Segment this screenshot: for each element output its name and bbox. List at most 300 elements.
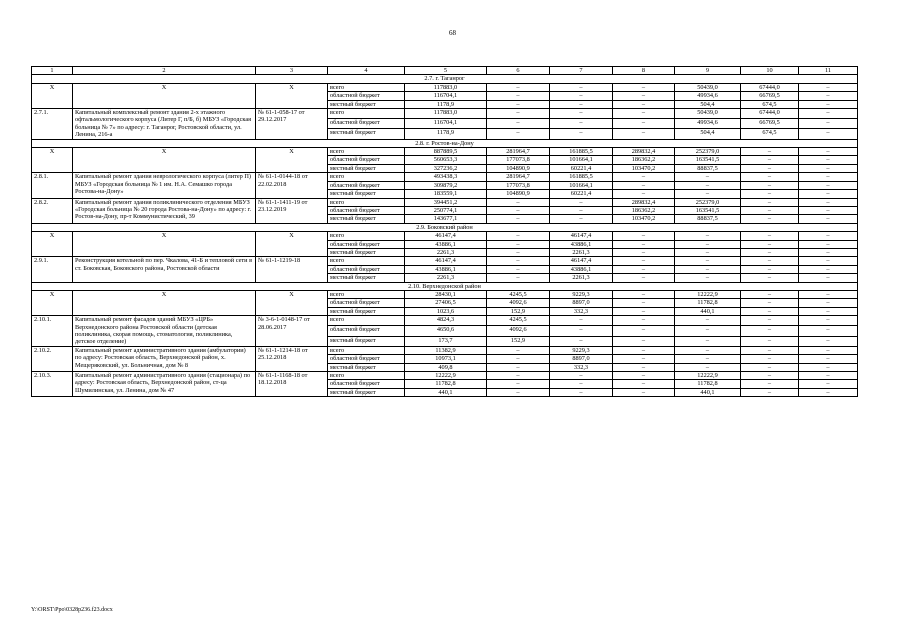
amount-cell: – <box>675 248 741 256</box>
funding-source-cell: областной бюджет <box>328 119 405 129</box>
amount-cell: 183559,1 <box>405 190 487 198</box>
funding-source-cell: местный бюджет <box>328 164 405 172</box>
amount-cell: – <box>550 380 613 388</box>
amount-cell: – <box>675 181 741 189</box>
amount-cell: 4245,5 <box>487 290 550 298</box>
amount-cell: 186362,2 <box>613 206 675 214</box>
funding-source-cell: местный бюджет <box>328 248 405 256</box>
column-number-cell: 7 <box>550 67 613 75</box>
amount-cell: 27406,5 <box>405 299 487 307</box>
table-row <box>32 316 858 326</box>
column-number-cell: 4 <box>328 67 405 75</box>
amount-cell: – <box>799 336 858 346</box>
amount-cell: 332,3 <box>550 363 613 371</box>
amount-cell: – <box>675 257 741 265</box>
amount-cell: – <box>675 346 741 354</box>
amount-cell: – <box>613 240 675 248</box>
section-row <box>32 75 858 83</box>
amount-cell: 1178,9 <box>405 129 487 139</box>
amount-cell: – <box>675 240 741 248</box>
amount-cell: 9229,3 <box>550 346 613 354</box>
amount-cell: – <box>799 326 858 336</box>
amount-cell: 504,4 <box>675 129 741 139</box>
amount-cell: 163541,5 <box>675 206 741 214</box>
funding-source-cell: местный бюджет <box>328 274 405 282</box>
section-title: 2.9. Боковский район <box>32 223 858 231</box>
amount-cell: – <box>675 232 741 240</box>
amount-cell: 394451,2 <box>405 198 487 206</box>
amount-cell: 163541,5 <box>675 156 741 164</box>
funding-source-cell: всего <box>328 316 405 326</box>
amount-cell: – <box>550 215 613 223</box>
amount-cell: – <box>741 265 799 273</box>
amount-cell: 252379,0 <box>675 148 741 156</box>
amount-cell: 101664,1 <box>550 181 613 189</box>
funding-source-cell: всего <box>328 109 405 119</box>
amount-cell: 103470,2 <box>613 215 675 223</box>
section-row <box>32 282 858 290</box>
amount-cell: – <box>799 190 858 198</box>
amount-cell: – <box>741 316 799 326</box>
amount-cell: 2261,3 <box>550 274 613 282</box>
amount-cell: – <box>799 355 858 363</box>
amount-cell: – <box>799 257 858 265</box>
item-number-cell: 2.10.3. <box>32 372 73 397</box>
document-number-cell: № 61-1-0144-18 от 22.02.2018 <box>256 173 328 198</box>
section-row <box>32 139 858 147</box>
amount-cell: 117883,0 <box>405 83 487 91</box>
amount-cell: 43886,1 <box>405 265 487 273</box>
funding-source-cell: местный бюджет <box>328 190 405 198</box>
table-row <box>32 83 858 91</box>
amount-cell: – <box>613 119 675 129</box>
amount-cell: – <box>550 316 613 326</box>
amount-cell: 4650,6 <box>405 326 487 336</box>
funding-source-cell: областной бюджет <box>328 92 405 100</box>
document-number-cell: X <box>256 148 328 173</box>
amount-cell: 12222,9 <box>675 372 741 380</box>
amount-cell: – <box>799 164 858 172</box>
amount-cell: 289832,4 <box>613 198 675 206</box>
amount-cell: 2261,3 <box>550 248 613 256</box>
funding-source-cell: местный бюджет <box>328 307 405 315</box>
amount-cell: – <box>799 83 858 91</box>
amount-cell: – <box>741 388 799 396</box>
amount-cell: 11782,8 <box>405 380 487 388</box>
amount-cell: 11782,8 <box>675 380 741 388</box>
amount-cell: – <box>799 156 858 164</box>
amount-cell: – <box>613 380 675 388</box>
table-row <box>32 290 858 298</box>
amount-cell: – <box>613 346 675 354</box>
amount-cell: – <box>550 119 613 129</box>
section-title: 2.7. г. Таганрог <box>32 75 858 83</box>
amount-cell: 60221,4 <box>550 164 613 172</box>
item-description-cell: X <box>73 148 256 173</box>
amount-cell: – <box>799 299 858 307</box>
amount-cell: – <box>741 380 799 388</box>
amount-cell: – <box>613 100 675 108</box>
amount-cell: – <box>487 83 550 91</box>
amount-cell: – <box>613 355 675 363</box>
amount-cell: – <box>613 372 675 380</box>
funding-source-cell: областной бюджет <box>328 206 405 214</box>
amount-cell: 43886,1 <box>550 265 613 273</box>
amount-cell: – <box>487 248 550 256</box>
amount-cell: 2261,3 <box>405 274 487 282</box>
amount-cell: 50439,0 <box>675 83 741 91</box>
budget-table-container <box>31 66 857 397</box>
amount-cell: – <box>487 215 550 223</box>
item-number-cell: X <box>32 232 73 257</box>
amount-cell: 289832,4 <box>613 148 675 156</box>
column-number-cell: 10 <box>741 67 799 75</box>
amount-cell: – <box>741 363 799 371</box>
amount-cell: 161885,5 <box>550 173 613 181</box>
amount-cell: – <box>741 290 799 298</box>
column-number-cell: 6 <box>487 67 550 75</box>
amount-cell: – <box>487 363 550 371</box>
item-description-cell: Капитальный ремонт административного здания (амбулатории) по адресу: Ростовская область, Верхнедонской район, х. Мещеряковский, ул. Больничная, дом № 8 <box>73 346 256 371</box>
amount-cell: – <box>550 100 613 108</box>
item-number-cell: 2.8.1. <box>32 173 73 198</box>
item-description-cell: Реконструкция котельной по пер. Чкалова, 41-Б и тепловой сети в ст. Боковская, Боковского района, Ростовской области <box>73 257 256 282</box>
amount-cell: 46147,4 <box>550 257 613 265</box>
amount-cell: – <box>487 240 550 248</box>
amount-cell: – <box>799 119 858 129</box>
funding-source-cell: областной бюджет <box>328 326 405 336</box>
amount-cell: – <box>741 148 799 156</box>
amount-cell: – <box>799 388 858 396</box>
table-row <box>32 109 858 119</box>
amount-cell: 152,9 <box>487 336 550 346</box>
table-row <box>32 198 858 206</box>
table-row <box>32 372 858 380</box>
column-number-cell: 3 <box>256 67 328 75</box>
amount-cell: 49934,6 <box>675 119 741 129</box>
item-number-cell: 2.10.1. <box>32 316 73 347</box>
amount-cell: – <box>613 307 675 315</box>
amount-cell: – <box>741 307 799 315</box>
amount-cell: 43886,1 <box>405 240 487 248</box>
amount-cell: – <box>799 198 858 206</box>
amount-cell: – <box>487 119 550 129</box>
funding-source-cell: всего <box>328 148 405 156</box>
amount-cell: – <box>613 299 675 307</box>
amount-cell: 49934,6 <box>675 92 741 100</box>
amount-cell: 60221,4 <box>550 190 613 198</box>
amount-cell: 560653,3 <box>405 156 487 164</box>
item-description-cell: Капитальный ремонт фасадов зданий МБУЗ «ЦРБ» Верхнедонского района Ростовской области (детская поликлиника, скорая помощь, стоматология, поликлиника, детское отделение) <box>73 316 256 347</box>
amount-cell: – <box>487 257 550 265</box>
funding-source-cell: всего <box>328 198 405 206</box>
amount-cell: 88837,5 <box>675 215 741 223</box>
amount-cell: 104890,9 <box>487 190 550 198</box>
amount-cell: – <box>799 346 858 354</box>
item-number-cell: 2.10.2. <box>32 346 73 371</box>
amount-cell: – <box>613 257 675 265</box>
amount-cell: – <box>613 316 675 326</box>
amount-cell: – <box>487 388 550 396</box>
amount-cell: – <box>487 346 550 354</box>
amount-cell: 440,1 <box>675 388 741 396</box>
amount-cell: – <box>550 388 613 396</box>
amount-cell: – <box>799 129 858 139</box>
amount-cell: 8897,0 <box>550 355 613 363</box>
amount-cell: – <box>613 388 675 396</box>
amount-cell: 12222,9 <box>405 372 487 380</box>
amount-cell: 173,7 <box>405 336 487 346</box>
amount-cell: – <box>613 83 675 91</box>
funding-source-cell: областной бюджет <box>328 380 405 388</box>
amount-cell: – <box>799 181 858 189</box>
amount-cell: 674,5 <box>741 100 799 108</box>
document-number-cell: № 61-1-1411-19 от 23.12.2019 <box>256 198 328 223</box>
document-number-cell: № 61-1-058-17 от 29.12.2017 <box>256 109 328 140</box>
amount-cell: – <box>613 274 675 282</box>
amount-cell: 11782,8 <box>675 299 741 307</box>
funding-source-cell: местный бюджет <box>328 100 405 108</box>
item-description-cell: Капитальный ремонт здания поликлинического отделения МБУЗ «Городская больница № 20 города Ростова-на-Дону» по адресу: г. Ростов-на-Дону, пр-т Коммунистический, 39 <box>73 198 256 223</box>
amount-cell: 281964,7 <box>487 148 550 156</box>
file-path-footer: Y:\ORST\Ppo\0328p236.f23.docx <box>31 607 113 613</box>
amount-cell: – <box>741 355 799 363</box>
amount-cell: 66769,5 <box>741 92 799 100</box>
amount-cell: – <box>675 265 741 273</box>
table-row <box>32 257 858 265</box>
amount-cell: – <box>799 380 858 388</box>
amount-cell: – <box>550 372 613 380</box>
funding-source-cell: всего <box>328 372 405 380</box>
amount-cell: – <box>741 336 799 346</box>
amount-cell: – <box>799 372 858 380</box>
amount-cell: – <box>741 299 799 307</box>
amount-cell: 117883,0 <box>405 109 487 119</box>
amount-cell: 67444,0 <box>741 109 799 119</box>
amount-cell: 281964,7 <box>487 173 550 181</box>
amount-cell: – <box>550 198 613 206</box>
amount-cell: – <box>675 326 741 336</box>
item-number-cell: 2.7.1. <box>32 109 73 140</box>
amount-cell: – <box>550 109 613 119</box>
amount-cell: – <box>613 248 675 256</box>
page-number: 68 <box>449 29 456 37</box>
amount-cell: – <box>487 232 550 240</box>
section-row <box>32 223 858 231</box>
column-number-cell: 9 <box>675 67 741 75</box>
amount-cell: – <box>741 346 799 354</box>
funding-source-cell: всего <box>328 83 405 91</box>
amount-cell: – <box>741 232 799 240</box>
funding-source-cell: областной бюджет <box>328 240 405 248</box>
amount-cell: – <box>741 156 799 164</box>
amount-cell: 66769,5 <box>741 119 799 129</box>
amount-cell: – <box>741 190 799 198</box>
amount-cell: – <box>487 355 550 363</box>
column-number-cell: 1 <box>32 67 73 75</box>
funding-source-cell: местный бюджет <box>328 129 405 139</box>
amount-cell: – <box>613 363 675 371</box>
amount-cell: – <box>799 232 858 240</box>
item-description-cell: X <box>73 83 256 108</box>
amount-cell: 250774,1 <box>405 206 487 214</box>
amount-cell: – <box>613 190 675 198</box>
amount-cell: 152,9 <box>487 307 550 315</box>
amount-cell: – <box>613 92 675 100</box>
funding-source-cell: областной бюджет <box>328 265 405 273</box>
header-row <box>32 67 858 75</box>
amount-cell: 12222,9 <box>675 290 741 298</box>
table-row <box>32 148 858 156</box>
amount-cell: – <box>675 355 741 363</box>
amount-cell: – <box>675 363 741 371</box>
amount-cell: – <box>799 316 858 326</box>
amount-cell: 332,3 <box>550 307 613 315</box>
amount-cell: – <box>741 274 799 282</box>
amount-cell: – <box>487 129 550 139</box>
funding-source-cell: всего <box>328 173 405 181</box>
amount-cell: – <box>487 380 550 388</box>
item-number-cell: 2.8.2. <box>32 198 73 223</box>
amount-cell: 46147,4 <box>405 257 487 265</box>
amount-cell: – <box>799 100 858 108</box>
amount-cell: – <box>741 164 799 172</box>
amount-cell: – <box>799 173 858 181</box>
amount-cell: – <box>487 92 550 100</box>
amount-cell: 10973,1 <box>405 355 487 363</box>
item-number-cell: X <box>32 290 73 315</box>
amount-cell: 9229,3 <box>550 290 613 298</box>
item-description-cell: Капитальный ремонт административного здания (стационара) по адресу: Ростовская область, Верхнедонской район, ст-ца Шумилинская, ул. Ленина, дом № 47 <box>73 372 256 397</box>
amount-cell: – <box>741 257 799 265</box>
amount-cell: – <box>675 336 741 346</box>
funding-source-cell: всего <box>328 232 405 240</box>
item-description-cell: Капитальный ремонт здания неврологического корпуса (литер П) МБУЗ «Городская больница № 1 им. Н.А. Семашко города Ростова-на-Дону» <box>73 173 256 198</box>
funding-source-cell: областной бюджет <box>328 355 405 363</box>
amount-cell: 4092,6 <box>487 326 550 336</box>
amount-cell: 104890,9 <box>487 164 550 172</box>
amount-cell: 504,4 <box>675 100 741 108</box>
amount-cell: – <box>741 372 799 380</box>
amount-cell: – <box>613 129 675 139</box>
amount-cell: 11382,9 <box>405 346 487 354</box>
amount-cell: 43886,1 <box>550 240 613 248</box>
amount-cell: – <box>613 109 675 119</box>
amount-cell: – <box>799 215 858 223</box>
table-row <box>32 173 858 181</box>
amount-cell: 177073,8 <box>487 156 550 164</box>
amount-cell: – <box>613 290 675 298</box>
amount-cell: – <box>799 307 858 315</box>
amount-cell: – <box>613 181 675 189</box>
document-number-cell: X <box>256 232 328 257</box>
column-number-cell: 5 <box>405 67 487 75</box>
amount-cell: 8897,0 <box>550 299 613 307</box>
amount-cell: – <box>487 372 550 380</box>
amount-cell: – <box>741 173 799 181</box>
amount-cell: – <box>741 215 799 223</box>
amount-cell: – <box>613 232 675 240</box>
amount-cell: 103470,2 <box>613 164 675 172</box>
amount-cell: – <box>741 206 799 214</box>
amount-cell: 493438,3 <box>405 173 487 181</box>
amount-cell: – <box>613 173 675 181</box>
amount-cell: – <box>487 274 550 282</box>
amount-cell: – <box>550 206 613 214</box>
amount-cell: – <box>799 92 858 100</box>
amount-cell: 409,8 <box>405 363 487 371</box>
budget-table <box>31 66 858 397</box>
item-number-cell: X <box>32 83 73 108</box>
table-row <box>32 346 858 354</box>
amount-cell: – <box>550 336 613 346</box>
amount-cell: – <box>487 109 550 119</box>
amount-cell: 4092,6 <box>487 299 550 307</box>
document-number-cell: X <box>256 290 328 315</box>
funding-source-cell: местный бюджет <box>328 363 405 371</box>
item-description-cell: X <box>73 232 256 257</box>
funding-source-cell: областной бюджет <box>328 181 405 189</box>
amount-cell: – <box>799 265 858 273</box>
amount-cell: 1178,9 <box>405 100 487 108</box>
amount-cell: 101664,1 <box>550 156 613 164</box>
amount-cell: – <box>741 240 799 248</box>
amount-cell: – <box>550 92 613 100</box>
amount-cell: 440,1 <box>675 307 741 315</box>
amount-cell: – <box>487 198 550 206</box>
amount-cell: 28430,1 <box>405 290 487 298</box>
amount-cell: 46147,4 <box>405 232 487 240</box>
amount-cell: 887889,5 <box>405 148 487 156</box>
section-title: 2.8. г. Ростов-на-Дону <box>32 139 858 147</box>
amount-cell: – <box>675 316 741 326</box>
document-number-cell: № 61-1-1219-18 <box>256 257 328 282</box>
amount-cell: – <box>487 206 550 214</box>
item-number-cell: X <box>32 148 73 173</box>
amount-cell: – <box>675 173 741 181</box>
amount-cell: – <box>487 100 550 108</box>
amount-cell: 440,1 <box>405 388 487 396</box>
amount-cell: – <box>550 83 613 91</box>
column-number-cell: 2 <box>73 67 256 75</box>
amount-cell: – <box>741 326 799 336</box>
amount-cell: 116704,1 <box>405 92 487 100</box>
funding-source-cell: местный бюджет <box>328 215 405 223</box>
amount-cell: – <box>799 290 858 298</box>
document-number-cell: X <box>256 83 328 108</box>
amount-cell: – <box>741 248 799 256</box>
amount-cell: – <box>613 326 675 336</box>
document-number-cell: № 61-1-1214-18 от 25.12.2018 <box>256 346 328 371</box>
amount-cell: – <box>550 326 613 336</box>
amount-cell: 67444,0 <box>741 83 799 91</box>
item-description-cell: X <box>73 290 256 315</box>
amount-cell: – <box>799 148 858 156</box>
amount-cell: 674,5 <box>741 129 799 139</box>
amount-cell: – <box>741 181 799 189</box>
amount-cell: – <box>799 240 858 248</box>
amount-cell: 4245,5 <box>487 316 550 326</box>
amount-cell: 4824,3 <box>405 316 487 326</box>
amount-cell: 327236,2 <box>405 164 487 172</box>
amount-cell: 2261,3 <box>405 248 487 256</box>
amount-cell: 177073,8 <box>487 181 550 189</box>
amount-cell: 50439,0 <box>675 109 741 119</box>
item-number-cell: 2.9.1. <box>32 257 73 282</box>
table-row <box>32 232 858 240</box>
amount-cell: 252379,0 <box>675 198 741 206</box>
funding-source-cell: местный бюджет <box>328 388 405 396</box>
